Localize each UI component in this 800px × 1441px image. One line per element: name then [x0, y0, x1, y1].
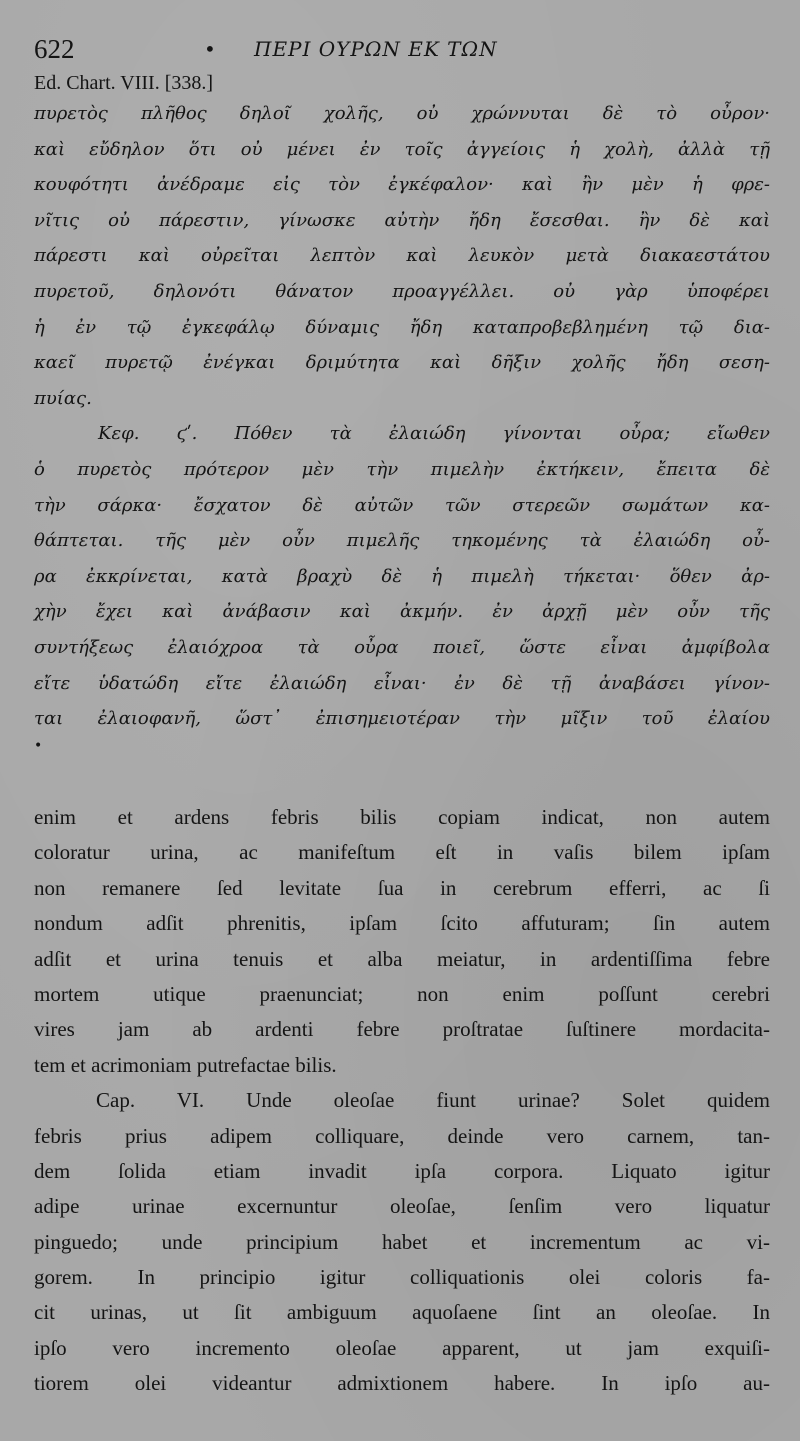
latin-line: non remanere ſed levitate ſua in cerebrum efferri, ac ſi — [34, 875, 770, 900]
greek-line: πυρετὸς πλῆθος δηλοῖ χολῆς, οὐ χρώννυται δὲ τὸ οὖρον· — [34, 103, 770, 124]
greek-line: καεῖ πυρετῷ ἐνέγκαι δριμύτητα καὶ δῆξιν χολῆς ἤδη σεση- — [34, 352, 770, 374]
greek-text-block — [34, 96, 770, 755]
greek-line: ρα ἐκκρίνεται, κατὰ βραχὺ δὲ ἡ πιμελὴ τήκεται· ὅθεν ἀρ- — [34, 565, 770, 587]
greek-line: νῖτις οὐ πάρεστιν, γίνωσκε αὐτὴν ἤδη ἔσεσθαι. ἢν δὲ καὶ — [34, 209, 770, 231]
greek-line: ὁ πυρετὸς πρότερον μὲν τὴν πιμελὴν ἐκτήκειν, ἔπειτα δὲ — [34, 458, 770, 480]
latin-line: ipſo vero incremento oleoſae apparent, ut jam exquiſi- — [34, 1335, 770, 1360]
latin-line: tem et acrimoniam putrefactae bilis. — [34, 1052, 337, 1077]
greek-line: εἴτε ὑδατώδη εἴτε ἐλαιώδη εἶναι· ἐν δὲ τῇ ἀναβάσει γίνον- — [34, 672, 770, 694]
latin-line: adipe urinae excernuntur oleoſae, ſenſim vero liquatur — [34, 1194, 770, 1219]
section-divider-dot: • — [34, 737, 43, 754]
latin-line: enim et ardens febris bilis copiam indicat, non autem — [34, 805, 770, 829]
greek-line: καὶ εὔδηλον ὅτι οὐ μένει ἐν τοῖς ἀγγείοις ἡ χολὴ, ἀλλὰ τῇ — [34, 138, 770, 160]
latin-line: coloratur urina, ac manifeſtum eſt in vaſis bilem ipſam — [34, 840, 770, 865]
greek-line: ται ἐλαιοφανῆ, ὥστ᾽ ἐπισημειοτέραν τὴν μῖξιν τοῦ ἐλαίου — [34, 708, 770, 730]
latin-line: gorem. In principio igitur colliquationis olei coloris fa- — [34, 1265, 770, 1290]
running-title: ΠΕΡΙ ΟΥΡΩΝ ΕΚ ΤΩΝ — [254, 37, 498, 61]
header-ornament: • — [204, 37, 216, 61]
edition-reference: Ed. Chart. VIII. [338.] — [34, 72, 214, 94]
latin-line: tiorem olei videantur admixtionem habere. In ipſo au- — [34, 1371, 770, 1396]
greek-line: τὴν σάρκα· ἔσχατον δὲ αὐτῶν τῶν στερεῶν σωμάτων κα- — [34, 494, 770, 516]
latin-line: adſit et urina tenuis et alba meiatur, in ardentiſſima febre — [34, 946, 770, 971]
latin-line: pinguedo; unde principium habet et incrementum ac vi- — [34, 1229, 770, 1254]
latin-line: febris prius adipem colliquare, deinde vero carnem, tan- — [34, 1123, 770, 1148]
greek-line: πυίας. — [34, 387, 92, 409]
latin-line: mortem utique praenunciat; non enim poſſunt cerebri — [34, 981, 770, 1006]
greek-line: πάρεστι καὶ οὐρεῖται λεπτὸν καὶ λευκὸν μετὰ διακαεστάτου — [34, 245, 770, 267]
latin-line: cit urinas, ut ſit ambiguum aquoſaene ſint an oleoſae. In — [34, 1300, 770, 1325]
greek-chapter-heading-line: Κεφ. ϛʹ. Πόθεν τὰ ἐλαιώδη γίνονται οὖρα; εἴωθεν — [98, 423, 770, 445]
page-number: 622 — [34, 34, 75, 64]
greek-line: συντήξεως ἐλαιόχροα τὰ οὖρα ποιεῖ, ὥστε εἶναι ἀμφίβολα — [34, 636, 770, 658]
page-header — [34, 32, 764, 66]
latin-line: dem ſolida etiam invadit ipſa corpora. Liquato igitur — [34, 1158, 770, 1183]
greek-line: χὴν ἔχει καὶ ἀνάβασιν καὶ ἀκμήν. ἐν ἀρχῇ μὲν οὖν τῆς — [34, 601, 770, 623]
latin-line: vires jam ab ardenti febre proſtratae ſuſtinere mordacita- — [34, 1017, 770, 1042]
greek-line: κουφότητι ἀνέδραμε εἰς τὸν ἐγκέφαλον· καὶ ἢν μὲν ἡ φρε- — [34, 174, 770, 196]
greek-line: πυρετοῦ, δηλονότι θάνατον προαγγέλλει. οὐ γὰρ ὑποφέρει — [34, 280, 770, 302]
latin-chapter-heading-line: Cap. VI. Unde oleoſae fiunt urinae? Solet quidem — [96, 1088, 770, 1113]
greek-line: ἡ ἐν τῷ ἐγκεφάλῳ δύναμις ἤδη καταπροβεβλημένη τῷ δια- — [34, 316, 770, 338]
greek-line: θάπτεται. τῆς μὲν οὖν πιμελῆς τηκομένης τὰ ἐλαιώδη οὖ- — [34, 530, 770, 552]
latin-line: nondum adſit phrenitis, ipſam ſcito affuturam; ſin autem — [34, 911, 770, 936]
latin-text-block — [34, 800, 770, 1402]
